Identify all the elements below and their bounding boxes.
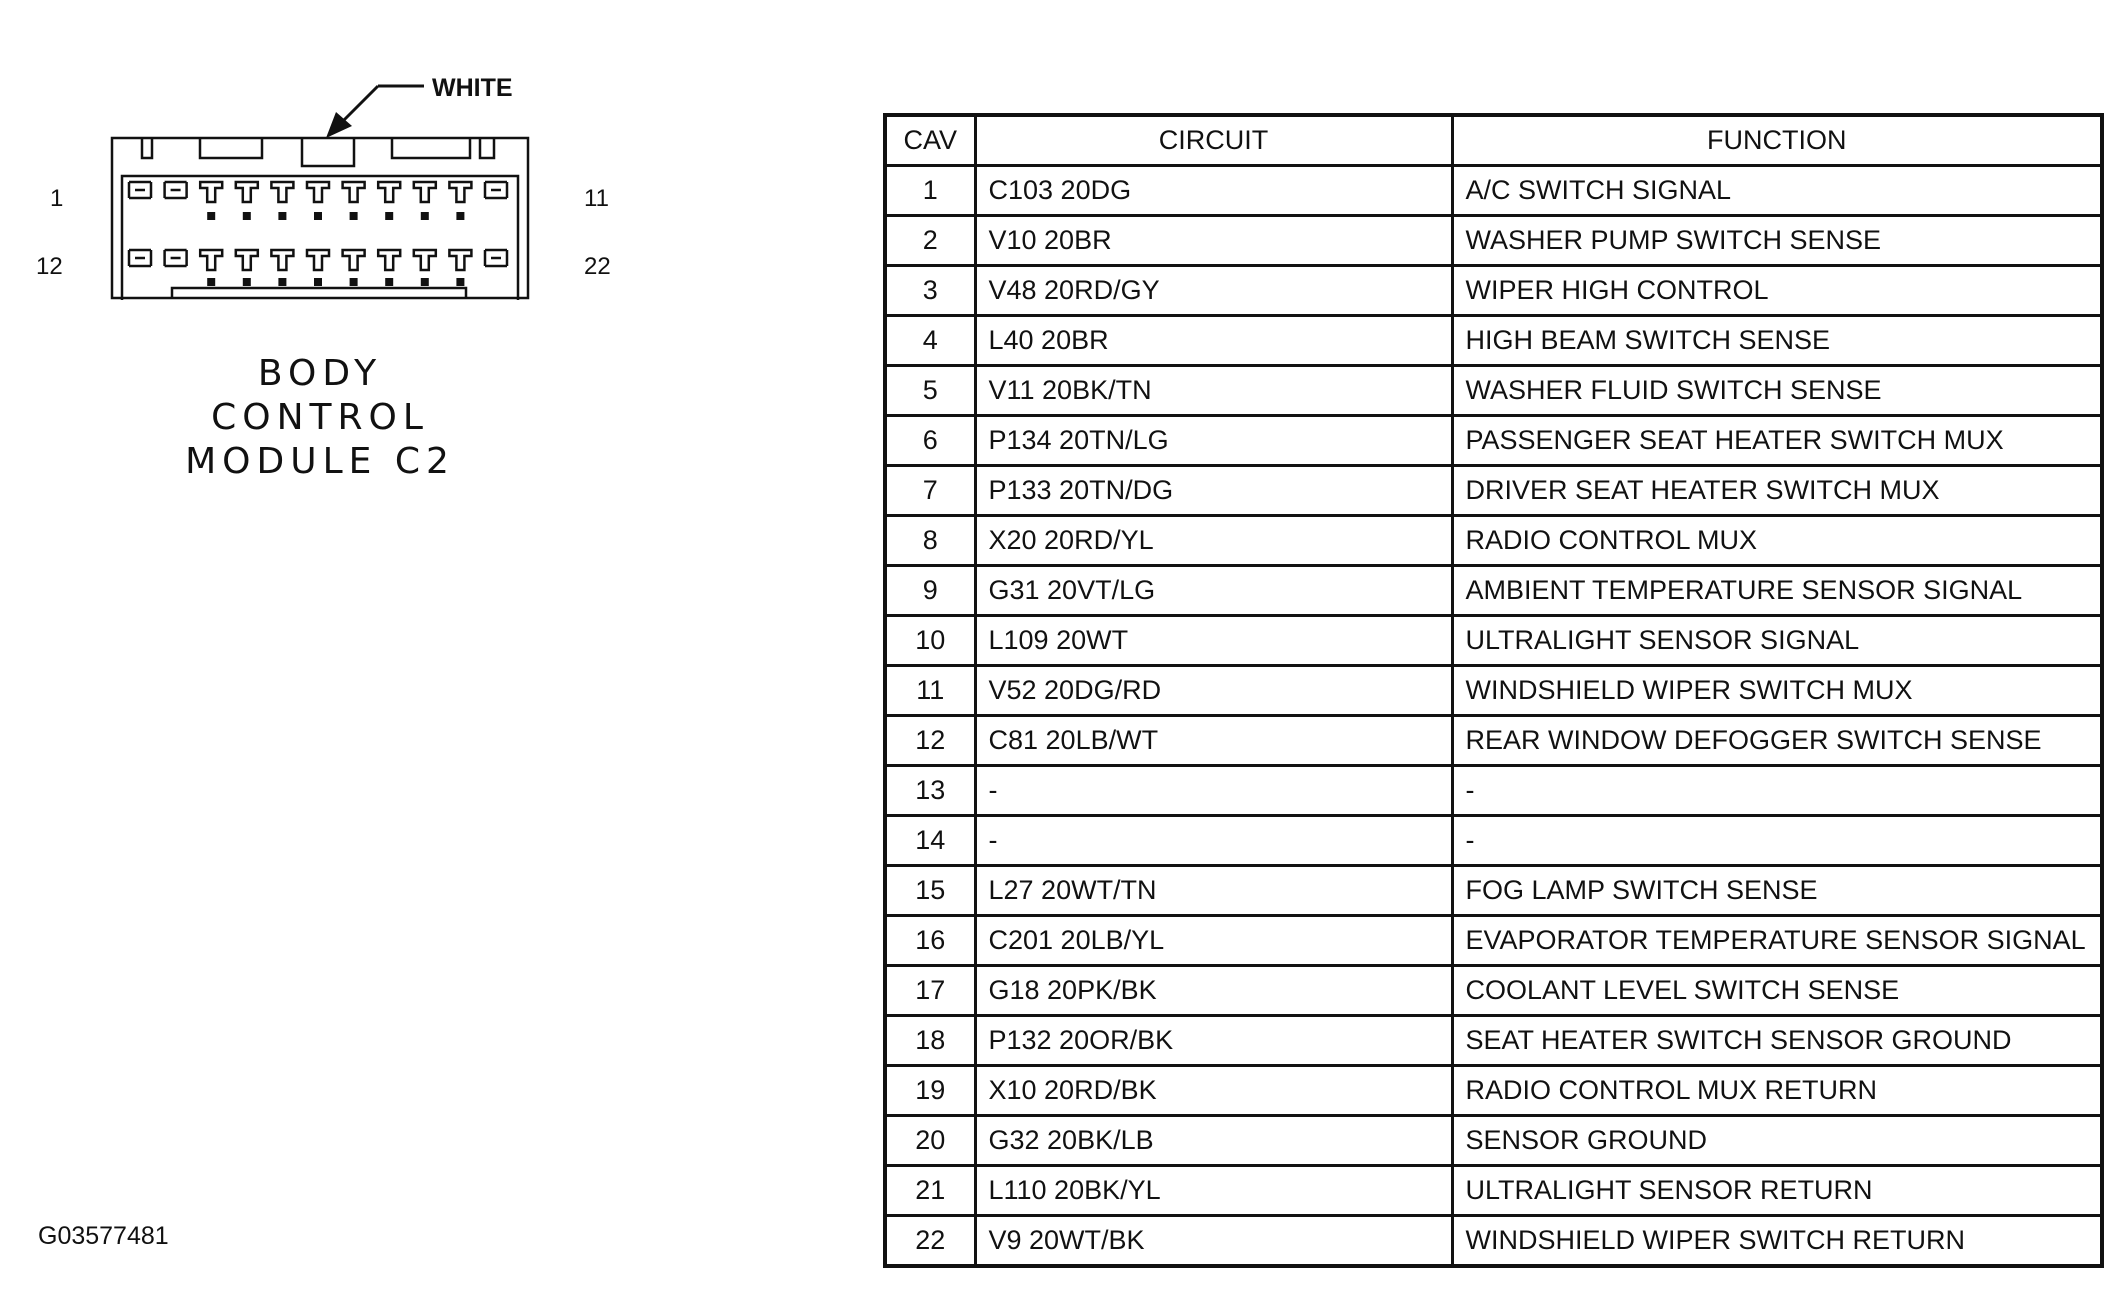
- cav-cell: 12: [885, 716, 975, 766]
- pin-cavity: [236, 182, 258, 220]
- pin-label-1: 1: [50, 185, 64, 212]
- figure-id: G03577481: [38, 1222, 169, 1250]
- function-cell: RADIO CONTROL MUX RETURN: [1452, 1066, 2102, 1116]
- function-cell: REAR WINDOW DEFOGGER SWITCH SENSE: [1452, 716, 2102, 766]
- circuit-cell: C103 20DG: [975, 166, 1452, 216]
- circuit-cell: -: [975, 816, 1452, 866]
- callout-arrow-shaft: [344, 86, 378, 120]
- cav-cell: 1: [885, 166, 975, 216]
- function-cell: SEAT HEATER SWITCH SENSOR GROUND: [1452, 1016, 2102, 1066]
- table-row: [885, 1216, 2102, 1267]
- function-cell: WASHER PUMP SWITCH SENSE: [1452, 216, 2102, 266]
- cav-cell: 5: [885, 366, 975, 416]
- pin-marker: [278, 278, 286, 286]
- pin-cavity: [449, 250, 471, 270]
- table-row: [885, 666, 2102, 716]
- pin-marker: [243, 278, 251, 286]
- function-cell: AMBIENT TEMPERATURE SENSOR SIGNAL: [1452, 566, 2102, 616]
- function-cell: ULTRALIGHT SENSOR RETURN: [1452, 1166, 2102, 1216]
- table-row: [885, 1066, 2102, 1116]
- table-row: [885, 516, 2102, 566]
- pin-cavity: [449, 182, 471, 220]
- pin-label-11: 11: [584, 185, 609, 212]
- pin-cavity: [236, 250, 258, 270]
- connector-title-line-3: MODULE C2: [185, 441, 455, 482]
- pin-marker: [385, 278, 393, 286]
- circuit-cell: P132 20OR/BK: [975, 1016, 1452, 1066]
- table-row: [885, 616, 2102, 666]
- table-row: [885, 716, 2102, 766]
- circuit-cell: L110 20BK/YL: [975, 1166, 1452, 1216]
- pin-cavity: [200, 182, 222, 220]
- function-cell: HIGH BEAM SWITCH SENSE: [1452, 316, 2102, 366]
- circuit-cell: X20 20RD/YL: [975, 516, 1452, 566]
- function-cell: WASHER FLUID SWITCH SENSE: [1452, 366, 2102, 416]
- table-row: [885, 466, 2102, 516]
- function-cell: DRIVER SEAT HEATER SWITCH MUX: [1452, 466, 2102, 516]
- cav-cell: 22: [885, 1216, 975, 1267]
- table-row: [885, 416, 2102, 466]
- pin-cavity: [414, 250, 436, 270]
- function-cell: A/C SWITCH SIGNAL: [1452, 166, 2102, 216]
- circuit-cell: V52 20DG/RD: [975, 666, 1452, 716]
- header-cav: CAV: [885, 115, 975, 166]
- pin-marker: [421, 278, 429, 286]
- circuit-cell: G18 20PK/BK: [975, 966, 1452, 1016]
- table-row: [885, 816, 2102, 866]
- function-cell: COOLANT LEVEL SWITCH SENSE: [1452, 966, 2102, 1016]
- table-row: [885, 316, 2102, 366]
- function-cell: -: [1452, 816, 2102, 866]
- cav-cell: 11: [885, 666, 975, 716]
- cav-cell: 21: [885, 1166, 975, 1216]
- connector-title-line-1: BODY: [257, 353, 383, 394]
- circuit-cell: -: [975, 766, 1452, 816]
- circuit-cell: G31 20VT/LG: [975, 566, 1452, 616]
- cav-cell: 9: [885, 566, 975, 616]
- circuit-cell: G32 20BK/LB: [975, 1116, 1452, 1166]
- table-row: [885, 766, 2102, 816]
- cav-cell: 20: [885, 1116, 975, 1166]
- connector-title-line-2: CONTROL: [211, 397, 429, 438]
- cav-cell: 7: [885, 466, 975, 516]
- circuit-cell: L27 20WT/TN: [975, 866, 1452, 916]
- table-row: [885, 966, 2102, 1016]
- circuit-cell: P134 20TN/LG: [975, 416, 1452, 466]
- cav-cell: 19: [885, 1066, 975, 1116]
- function-cell: ULTRALIGHT SENSOR SIGNAL: [1452, 616, 2102, 666]
- pinout-table: [883, 113, 2104, 1268]
- table-row: [885, 1166, 2102, 1216]
- function-cell: EVAPORATOR TEMPERATURE SENSOR SIGNAL: [1452, 916, 2102, 966]
- connector-title: [170, 352, 470, 484]
- pin-cavity: [343, 250, 365, 270]
- pin-label-22: 22: [584, 253, 611, 280]
- table-row: [885, 566, 2102, 616]
- cav-cell: 3: [885, 266, 975, 316]
- table-row: [885, 916, 2102, 966]
- pin-cavity: [485, 182, 507, 198]
- cav-cell: 15: [885, 866, 975, 916]
- circuit-cell: V48 20RD/GY: [975, 266, 1452, 316]
- table-row: [885, 266, 2102, 316]
- connector-color-label: WHITE: [432, 74, 513, 102]
- pin-cavity: [378, 182, 400, 220]
- pin-cavity: [414, 182, 436, 220]
- table-row: [885, 216, 2102, 266]
- circuit-cell: X10 20RD/BK: [975, 1066, 1452, 1116]
- circuit-cell: L40 20BR: [975, 316, 1452, 366]
- pin-cavity: [485, 250, 507, 266]
- pin-cavity: [200, 250, 222, 270]
- pin-marker: [207, 278, 215, 286]
- cav-cell: 8: [885, 516, 975, 566]
- circuit-cell: C201 20LB/YL: [975, 916, 1452, 966]
- cav-cell: 6: [885, 416, 975, 466]
- function-cell: SENSOR GROUND: [1452, 1116, 2102, 1166]
- cav-cell: 10: [885, 616, 975, 666]
- function-cell: RADIO CONTROL MUX: [1452, 516, 2102, 566]
- circuit-cell: P133 20TN/DG: [975, 466, 1452, 516]
- table-header-row: [885, 115, 2102, 166]
- cav-cell: 4: [885, 316, 975, 366]
- pin-cavity: [378, 250, 400, 270]
- pin-marker: [350, 278, 358, 286]
- circuit-cell: C81 20LB/WT: [975, 716, 1452, 766]
- cav-cell: 18: [885, 1016, 975, 1066]
- pin-marker: [314, 278, 322, 286]
- header-circuit: CIRCUIT: [975, 115, 1452, 166]
- pin-cavity: [129, 182, 151, 198]
- function-cell: -: [1452, 766, 2102, 816]
- table-row: [885, 366, 2102, 416]
- connector-pins: [129, 182, 507, 286]
- cav-cell: 16: [885, 916, 975, 966]
- cav-cell: 17: [885, 966, 975, 1016]
- pin-cavity: [307, 182, 329, 220]
- table-row: [885, 166, 2102, 216]
- cav-cell: 2: [885, 216, 975, 266]
- table-row: [885, 1016, 2102, 1066]
- pin-cavity: [271, 250, 293, 270]
- pin-cavity: [271, 182, 293, 220]
- circuit-cell: V9 20WT/BK: [975, 1216, 1452, 1267]
- function-cell: WINDSHIELD WIPER SWITCH MUX: [1452, 666, 2102, 716]
- circuit-cell: L109 20WT: [975, 616, 1452, 666]
- function-cell: WINDSHIELD WIPER SWITCH RETURN: [1452, 1216, 2102, 1267]
- pin-cavity: [307, 250, 329, 270]
- function-cell: WIPER HIGH CONTROL: [1452, 266, 2102, 316]
- connector-diagram: [0, 0, 700, 360]
- function-cell: FOG LAMP SWITCH SENSE: [1452, 866, 2102, 916]
- pin-cavity: [343, 182, 365, 220]
- pin-cavity: [165, 250, 187, 266]
- function-cell: PASSENGER SEAT HEATER SWITCH MUX: [1452, 416, 2102, 466]
- pin-label-12: 12: [36, 253, 63, 280]
- table-body: [885, 166, 2102, 1267]
- table-row: [885, 866, 2102, 916]
- pin-cavity: [129, 250, 151, 266]
- cav-cell: 14: [885, 816, 975, 866]
- circuit-cell: V11 20BK/TN: [975, 366, 1452, 416]
- pin-cavity: [165, 182, 187, 198]
- header-function: FUNCTION: [1452, 115, 2102, 166]
- cav-cell: 13: [885, 766, 975, 816]
- table-row: [885, 1116, 2102, 1166]
- circuit-cell: V10 20BR: [975, 216, 1452, 266]
- pin-marker: [456, 278, 464, 286]
